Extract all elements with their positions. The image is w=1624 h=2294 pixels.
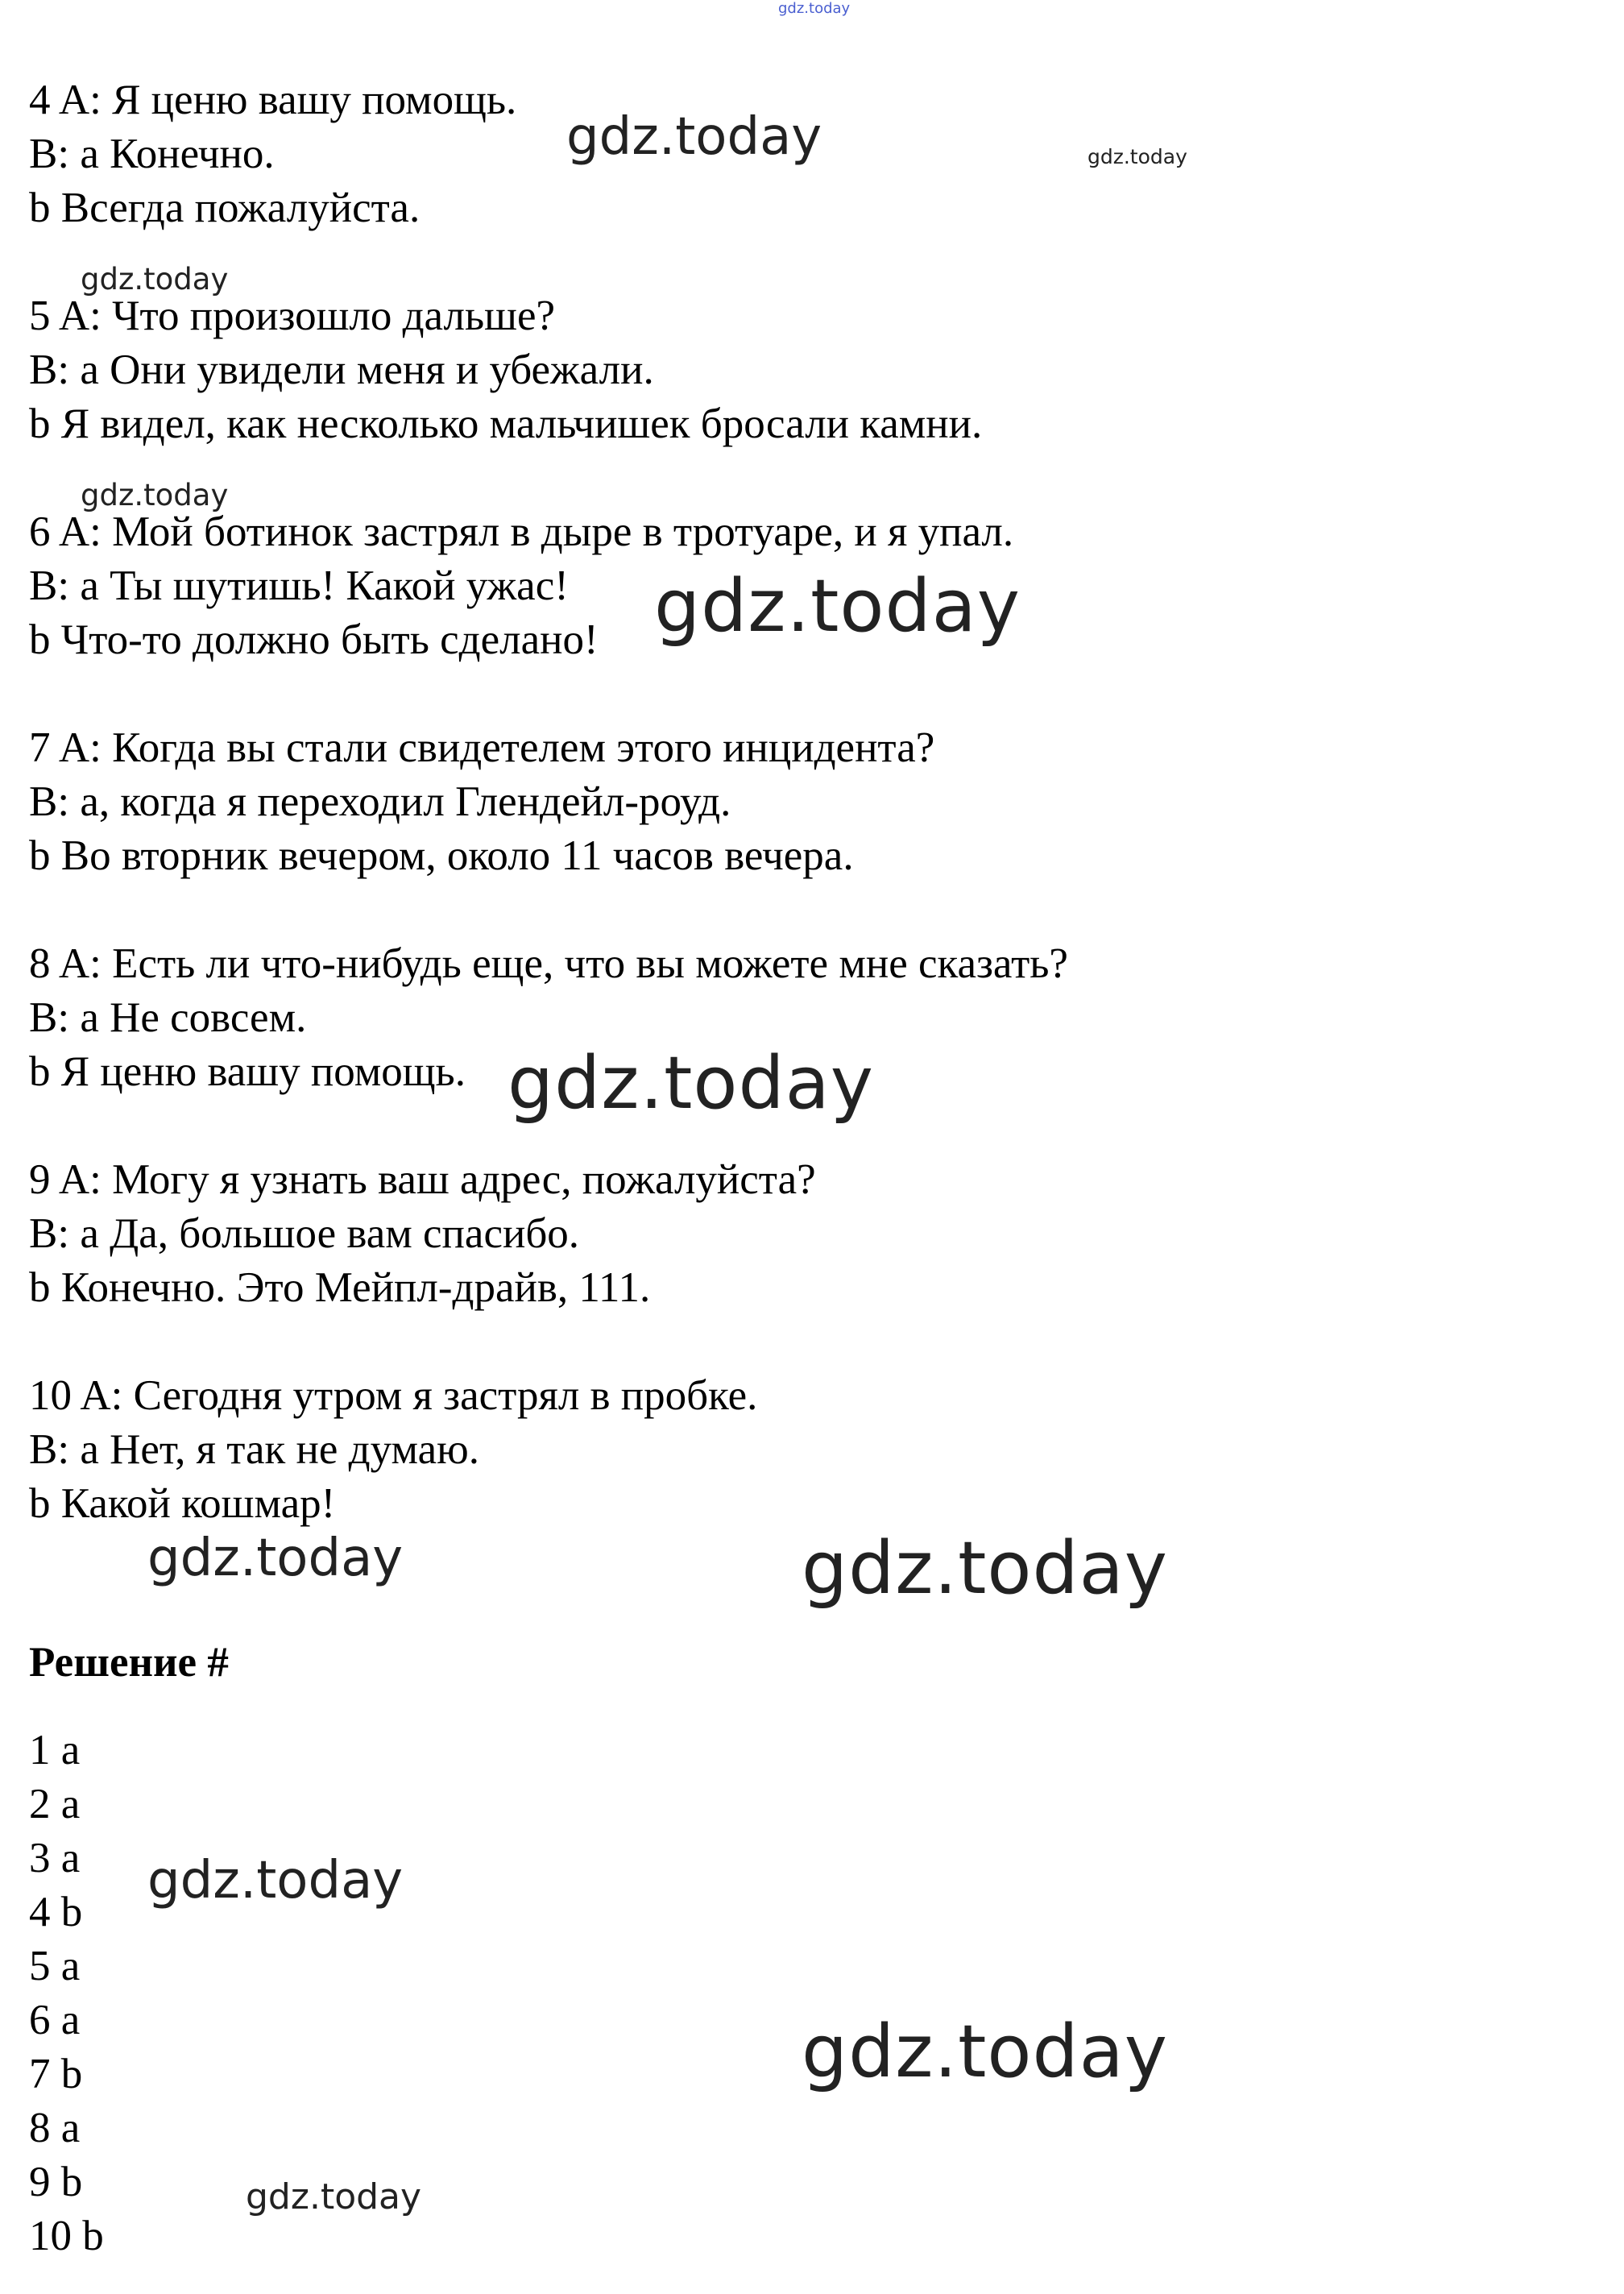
dialogue-4-option-b: b Всегда пожалуйста. (29, 185, 420, 231)
dialogue-9-question: 9 A: Могу я узнать ваш адрес, пожалуйста? (29, 1156, 816, 1203)
dialogue-10-option-b: b Какой кошмар! (29, 1480, 336, 1527)
dialogue-7-question: 7 A: Когда вы стали свидетелем этого инцидента? (29, 724, 935, 771)
watermark: gdz.today (246, 2176, 422, 2217)
dialogue-6-option-b: b Что-то должно быть сделано! (29, 616, 599, 663)
answer-1: 1 a (29, 1727, 81, 1773)
watermark: gdz.today (147, 1529, 404, 1588)
watermark: gdz.today (508, 1041, 875, 1126)
watermark: gdz.today (802, 2010, 1169, 2094)
answer-4: 4 b (29, 1889, 83, 1935)
watermark: gdz.today (81, 478, 229, 512)
solution-heading: Решение # (29, 1639, 229, 1686)
dialogue-5-option-b: b Я видел, как несколько мальчишек бросали камни. (29, 400, 983, 447)
watermark-top: gdz.today (778, 0, 851, 17)
answer-2: 2 a (29, 1781, 81, 1827)
watermark: gdz.today (81, 262, 229, 297)
answer-10: 10 b (29, 2213, 104, 2259)
dialogue-5-option-a: B: a Они увидели меня и убежали. (29, 346, 654, 393)
dialogue-8-option-a: B: a Не совсем. (29, 994, 307, 1041)
answer-3: 3 a (29, 1835, 81, 1881)
dialogue-10-option-a: B: a Нет, я так не думаю. (29, 1426, 479, 1473)
answer-6: 6 a (29, 1997, 81, 2043)
answer-9: 9 b (29, 2159, 83, 2205)
dialogue-4-question: 4 A: Я ценю вашу помощь. (29, 77, 517, 123)
dialogue-7-option-a: B: a, когда я переходил Глендейл-роуд. (29, 778, 731, 825)
answer-5: 5 a (29, 1943, 81, 1989)
dialogue-6-question: 6 A: Мой ботинок застрял в дыре в тротуаре, и я упал. (29, 508, 1014, 555)
answer-7: 7 b (29, 2051, 83, 2097)
dialogue-6-option-a: B: a Ты шутишь! Какой ужас! (29, 562, 569, 609)
dialogue-9-option-b: b Конечно. Это Мейпл-драйв, 111. (29, 1264, 651, 1311)
dialogue-7-option-b: b Во вторник вечером, около 11 часов вечера. (29, 832, 854, 879)
watermark: gdz.today (654, 564, 1021, 649)
watermark: gdz.today (1088, 145, 1187, 168)
watermark: gdz.today (566, 107, 822, 167)
dialogue-10-question: 10 A: Сегодня утром я застрял в пробке. (29, 1372, 758, 1419)
watermark: gdz.today (802, 1526, 1169, 1611)
dialogue-5-question: 5 A: Что произошло дальше? (29, 292, 556, 339)
watermark: gdz.today (147, 1851, 404, 1910)
answer-8: 8 a (29, 2105, 81, 2151)
dialogue-8-option-b: b Я ценю вашу помощь. (29, 1048, 466, 1095)
dialogue-8-question: 8 A: Есть ли что-нибудь еще, что вы можете мне сказать? (29, 940, 1068, 987)
dialogue-4-option-a: B: a Конечно. (29, 131, 275, 177)
dialogue-9-option-a: B: a Да, большое вам спасибо. (29, 1210, 580, 1257)
